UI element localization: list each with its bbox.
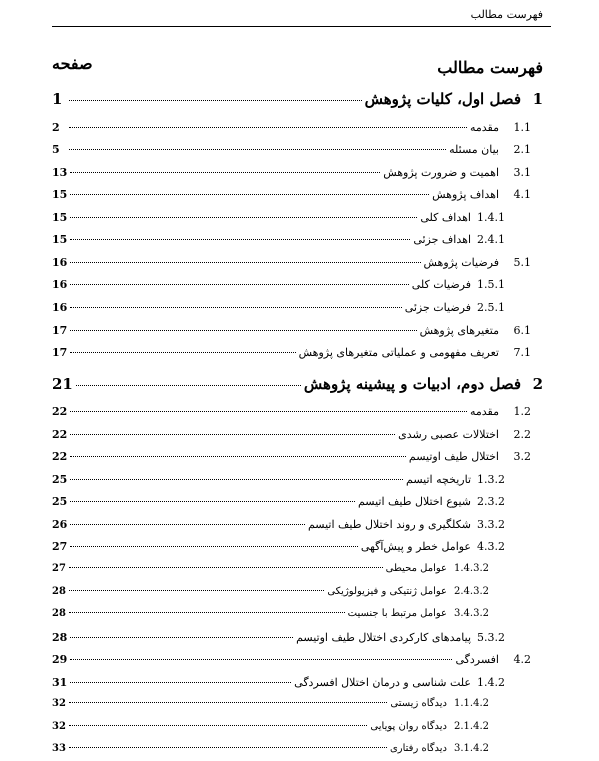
toc-entry-page: 15 — [52, 210, 68, 224]
header-rule — [52, 26, 551, 27]
dot-leader — [70, 217, 417, 218]
dot-leader — [70, 194, 429, 195]
dot-leader — [70, 501, 355, 502]
toc-entry-title: اهداف کلی — [420, 210, 471, 224]
dot-leader — [69, 100, 362, 101]
toc-entry[interactable] — [52, 278, 543, 291]
toc-entry-title: تاریخچه اتیسم — [406, 472, 471, 486]
toc-entry-number: 1.5.1 — [477, 278, 505, 292]
toc-entry-page: 16 — [52, 278, 68, 292]
toc-entry-number: 1.1 — [513, 120, 531, 134]
toc-entry-number: 1.2 — [513, 405, 531, 419]
toc-entry-number: 2.1 — [513, 143, 531, 157]
toc-entry-title: عوامل محیطی — [385, 563, 447, 574]
toc-entry[interactable] — [52, 743, 543, 754]
toc-entry-number: 2.4.1 — [477, 233, 505, 247]
toc-entry-number: 4.3.2 — [477, 540, 505, 554]
toc-entry-title: اختلالات عصبی رشدی — [398, 427, 499, 441]
toc-entry[interactable] — [52, 375, 543, 393]
toc-entry-number: 3.1 — [513, 165, 531, 179]
toc-entry-number: 2.3.2 — [477, 495, 505, 509]
dot-leader — [69, 702, 387, 703]
toc-entry-page: 25 — [52, 495, 68, 509]
toc-entry-page: 22 — [52, 427, 68, 441]
toc-entry-number: 1.4.1 — [477, 210, 505, 224]
toc-entry-page: 16 — [52, 255, 68, 269]
toc-entry-title: تعریف مفهومی و عملیاتی متغیرهای پژوهش — [298, 346, 499, 360]
toc-entry-title: دیدگاه زیستی — [390, 698, 447, 710]
toc-entry-page: 2 — [52, 120, 60, 134]
toc-entry-page: 21 — [52, 374, 73, 393]
toc-entry[interactable] — [52, 301, 543, 314]
dot-leader — [69, 747, 387, 748]
dot-leader — [69, 590, 324, 591]
toc-entry-title: علت شناسی و درمان اختلال افسردگی — [294, 675, 471, 689]
toc-entry-number: 3.1.4.2 — [454, 743, 489, 755]
toc-title: فهرست مطالب — [437, 58, 543, 77]
toc-entry-number: 3.2 — [513, 450, 531, 464]
dot-leader — [69, 127, 467, 128]
dot-leader — [70, 524, 305, 525]
toc-entry-title: عوامل مرتبط با جنسیت — [347, 608, 447, 620]
toc-entry-number: 1.4.3.2 — [454, 563, 489, 574]
toc-entry-title: اهداف جزئی — [413, 233, 471, 247]
toc-entry-page: 15 — [52, 233, 68, 247]
toc-entry-title: فرضیات پژوهش — [423, 255, 499, 269]
dot-leader — [76, 385, 301, 386]
toc-entry-page: 32 — [52, 698, 66, 710]
toc-entry-page: 27 — [52, 540, 68, 554]
toc-entry[interactable] — [52, 256, 543, 269]
toc-entry-title: فرضیات کلی — [411, 278, 471, 292]
toc-entry-page: 22 — [52, 405, 68, 419]
toc-entry-page: 17 — [52, 346, 68, 360]
toc-entry-number: 3.4.3.2 — [454, 608, 489, 620]
toc-entry-page: 28 — [52, 585, 66, 597]
dot-leader — [70, 330, 416, 331]
toc-entry-number: 2.2 — [513, 427, 531, 441]
toc-entry[interactable] — [52, 518, 543, 531]
dot-leader — [70, 352, 295, 353]
toc-entry-number: 6.1 — [513, 323, 531, 337]
toc-entry-title: اهداف پژوهش — [432, 188, 499, 202]
toc-entry-page: 32 — [52, 720, 66, 732]
toc-entry[interactable] — [52, 143, 543, 156]
toc-entry[interactable] — [52, 495, 543, 508]
toc-entry[interactable] — [52, 166, 543, 179]
toc-entry-number: 1.4.2 — [477, 675, 505, 689]
toc-entry-title: شیوع اختلال طیف اتیسم — [357, 495, 471, 509]
toc-entry[interactable] — [52, 233, 543, 246]
toc-entry[interactable] — [52, 586, 543, 597]
toc-entry[interactable] — [52, 653, 543, 666]
toc-entry-number: 7.1 — [513, 346, 531, 360]
toc-entry-number: 1.3.2 — [477, 472, 505, 486]
toc-entry-number: 2 — [532, 374, 543, 393]
toc-entry[interactable] — [52, 698, 543, 709]
toc-entry-title: شکلگیری و روند اختلال طیف اتیسم — [307, 517, 471, 531]
toc-entry-title: مقدمه — [469, 405, 499, 419]
toc-entry-title: مقدمه — [469, 120, 499, 134]
toc-entry-page: 5 — [52, 143, 60, 157]
dot-leader — [70, 262, 420, 263]
running-header: فهرست مطالب — [470, 8, 543, 21]
toc-entry-number: 2.5.1 — [477, 300, 505, 314]
dot-leader — [70, 411, 467, 412]
toc-entry-number: 1.1.4.2 — [454, 698, 489, 710]
toc-entry-page: 31 — [52, 675, 68, 689]
toc-entry-number: 1 — [532, 90, 543, 108]
dot-leader — [70, 239, 410, 240]
toc-entry-page: 33 — [52, 743, 66, 755]
dot-leader — [69, 567, 383, 568]
dot-leader — [69, 612, 345, 613]
toc-entry[interactable] — [52, 121, 543, 134]
toc-entry[interactable] — [52, 676, 543, 689]
dot-leader — [70, 659, 452, 660]
toc-entry[interactable] — [52, 90, 543, 108]
toc-entry[interactable] — [52, 324, 543, 337]
toc-entry-title: پیامدهای کارکردی اختلال طیف اوتیسم — [296, 630, 471, 644]
toc-entry-page: 16 — [52, 300, 68, 314]
toc-entry[interactable] — [52, 563, 543, 574]
toc-entry-page: 13 — [52, 165, 68, 179]
toc-entry-page: 28 — [52, 630, 68, 644]
toc-entry-title: افسردگی — [455, 653, 499, 667]
dot-leader — [70, 682, 291, 683]
toc-entry-number: 2.1.4.2 — [454, 720, 489, 732]
dot-leader — [70, 637, 293, 638]
dot-leader — [70, 434, 395, 435]
toc-entry-page: 25 — [52, 472, 68, 486]
dot-leader — [70, 284, 408, 285]
toc-entry-title: اهمیت و ضرورت پژوهش — [383, 165, 499, 179]
toc-entry-title: متغیرهای پژوهش — [419, 323, 499, 337]
toc-entry-title: عوامل ژنتیکی و فیزیولوژیکی — [327, 585, 447, 597]
toc-entry[interactable] — [52, 346, 543, 359]
dot-leader — [69, 725, 367, 726]
dot-leader — [69, 149, 446, 150]
toc-entry[interactable] — [52, 631, 543, 644]
toc-entry[interactable] — [52, 540, 543, 553]
toc-entry-number: 2.4.3.2 — [454, 585, 489, 597]
toc-entry[interactable] — [52, 721, 543, 732]
toc-entry[interactable] — [52, 428, 543, 441]
toc-entry-title: عوامل خطر و پیش‌آگهی — [360, 540, 471, 554]
dot-leader — [70, 479, 403, 480]
toc-entry[interactable] — [52, 405, 543, 418]
toc-entry-page: 28 — [52, 608, 66, 620]
toc-entry-title: فصل اول، کلیات پژوهش — [364, 90, 521, 108]
toc-entry[interactable] — [52, 608, 543, 619]
toc-entry-page: 17 — [52, 323, 68, 337]
toc-entry-page: 29 — [52, 653, 68, 667]
toc-entry-page: 1 — [52, 90, 63, 108]
toc-entry-number: 4.2 — [513, 653, 531, 667]
toc-entry[interactable] — [52, 450, 543, 463]
dot-leader — [70, 307, 401, 308]
toc-entry-page: 15 — [52, 188, 68, 202]
toc-entry-title: دیدگاه روان پویایی — [370, 720, 447, 732]
toc-entry-number: 4.1 — [513, 188, 531, 202]
toc-entry[interactable] — [52, 188, 543, 201]
toc-entry-title: فرضیات جزئی — [404, 300, 471, 314]
toc-entry-title: اختلال طیف اوتیسم — [408, 450, 499, 464]
toc-entry-title: بیان مسئله — [449, 143, 499, 157]
toc-entry-number: 5.1 — [513, 255, 531, 269]
toc-entry[interactable] — [52, 473, 543, 486]
dot-leader — [70, 172, 380, 173]
toc-entry-page: 26 — [52, 517, 68, 531]
page-column-heading: صفحه — [52, 54, 93, 73]
dot-leader — [70, 546, 358, 547]
dot-leader — [70, 456, 406, 457]
toc-entry-title: فصل دوم، ادبیات و پیشینه پژوهش — [303, 374, 521, 393]
toc-entry-number: 3.3.2 — [477, 517, 505, 531]
toc-entry-page: 27 — [52, 563, 66, 574]
toc-entry[interactable] — [52, 211, 543, 224]
toc-entry-number: 5.3.2 — [477, 630, 505, 644]
toc-entry-title: دیدگاه رفتاری — [389, 743, 447, 755]
toc-entry-page: 22 — [52, 450, 68, 464]
